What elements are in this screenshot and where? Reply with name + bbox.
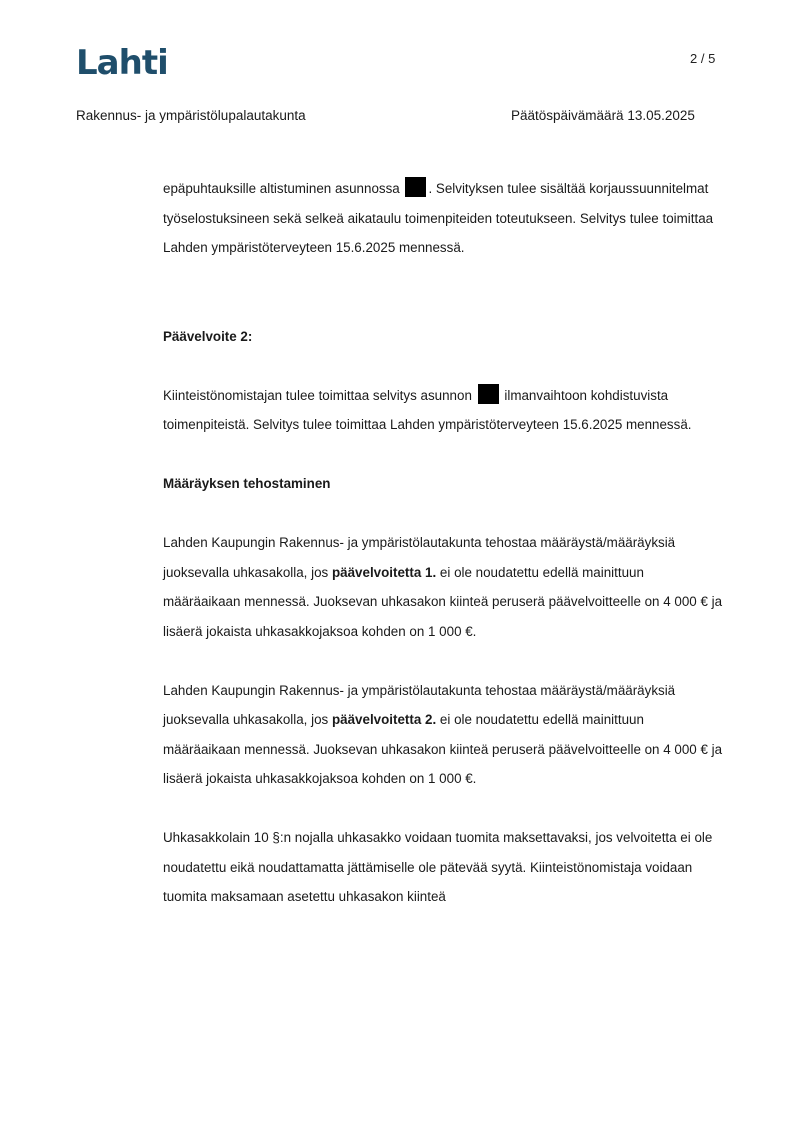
paragraph-4-bold: päävelvoitetta 2. <box>331 712 437 727</box>
paragraph-1-text-b: . Selvityksen tulee sisältää korjaussuunnitelmat työselostuksineen sekä selkeä aikataulu toimenpiteiden toteutukseen. Selvitys tulee toimittaa Lahden ympäristöterveyteen 15.6.2025 mennessä. <box>163 181 714 255</box>
paragraph-2-text-b: ilmanvaihtoon kohdistuvista toimenpiteistä. Selvitys tulee toimittaa Lahden ympäristöterveyteen 15.6.2025 mennessä. <box>163 387 692 432</box>
document-body <box>163 174 723 912</box>
paragraph-3-bold: päävelvoitetta 1. <box>331 564 437 580</box>
paragraph-1 <box>163 174 723 263</box>
heading-maarayksen-tehostaminen: Määräyksen tehostaminen <box>163 476 331 491</box>
paragraph-4 <box>163 676 723 794</box>
committee-name: Rakennus- ja ympäristölupalautakunta <box>76 108 306 123</box>
paragraph-4-text-b: ei ole noudatettu edellä mainittuun määräaikaan mennessä. Juoksevan uhkasakon kiinteä peruserä päävelvoitteelle on 4 000 € ja lisäerä jokaista uhkasakkojaksoa kohden on 1 000 €. <box>163 712 723 786</box>
paragraph-3-text-a: Lahden Kaupungin Rakennus- ja ympäristölautakunta tehostaa määräystä/määräyksiä juoksevalla uhkasakolla, jos <box>163 535 676 580</box>
redaction-box <box>405 177 426 197</box>
paragraph-4-text-a: Lahden Kaupungin Rakennus- ja ympäristölautakunta tehostaa määräystä/määräyksiä juoksevalla uhkasakolla, jos <box>163 682 676 727</box>
page-number: 2 / 5 <box>690 51 716 66</box>
lahti-logo: Lahti <box>76 43 168 83</box>
paragraph-2 <box>163 381 723 440</box>
heading-paavelvoite-2: Päävelvoite 2: <box>163 328 253 344</box>
paragraph-3-text-b: ei ole noudatettu edellä mainittuun määräaikaan mennessä. Juoksevan uhkasakon kiinteä peruserä päävelvoitteelle on 4 000 € ja lisäerä jokaista uhkasakkojaksoa kohden on 1 000 €. <box>163 564 723 639</box>
paragraph-2-text-a: Kiinteistönomistajan tulee toimittaa selvitys asunnon <box>163 387 472 403</box>
paragraph-1-text-a: epäpuhtauksille altistuminen asunnossa <box>163 181 400 196</box>
decision-date: Päätöspäivämäärä 13.05.2025 <box>511 108 695 123</box>
paragraph-5: Uhkasakkolain 10 §:n nojalla uhkasakko voidaan tuomita maksettavaksi, jos velvoitetta ei ole noudatettu eikä noudattamatta jättämiselle ole pätevää syytä. Kiinteistönomistaja voidaan tuomita maksamaan asetettu uhkasakon kiinteä <box>163 830 713 904</box>
paragraph-3 <box>163 528 723 646</box>
redaction-box <box>478 384 499 404</box>
